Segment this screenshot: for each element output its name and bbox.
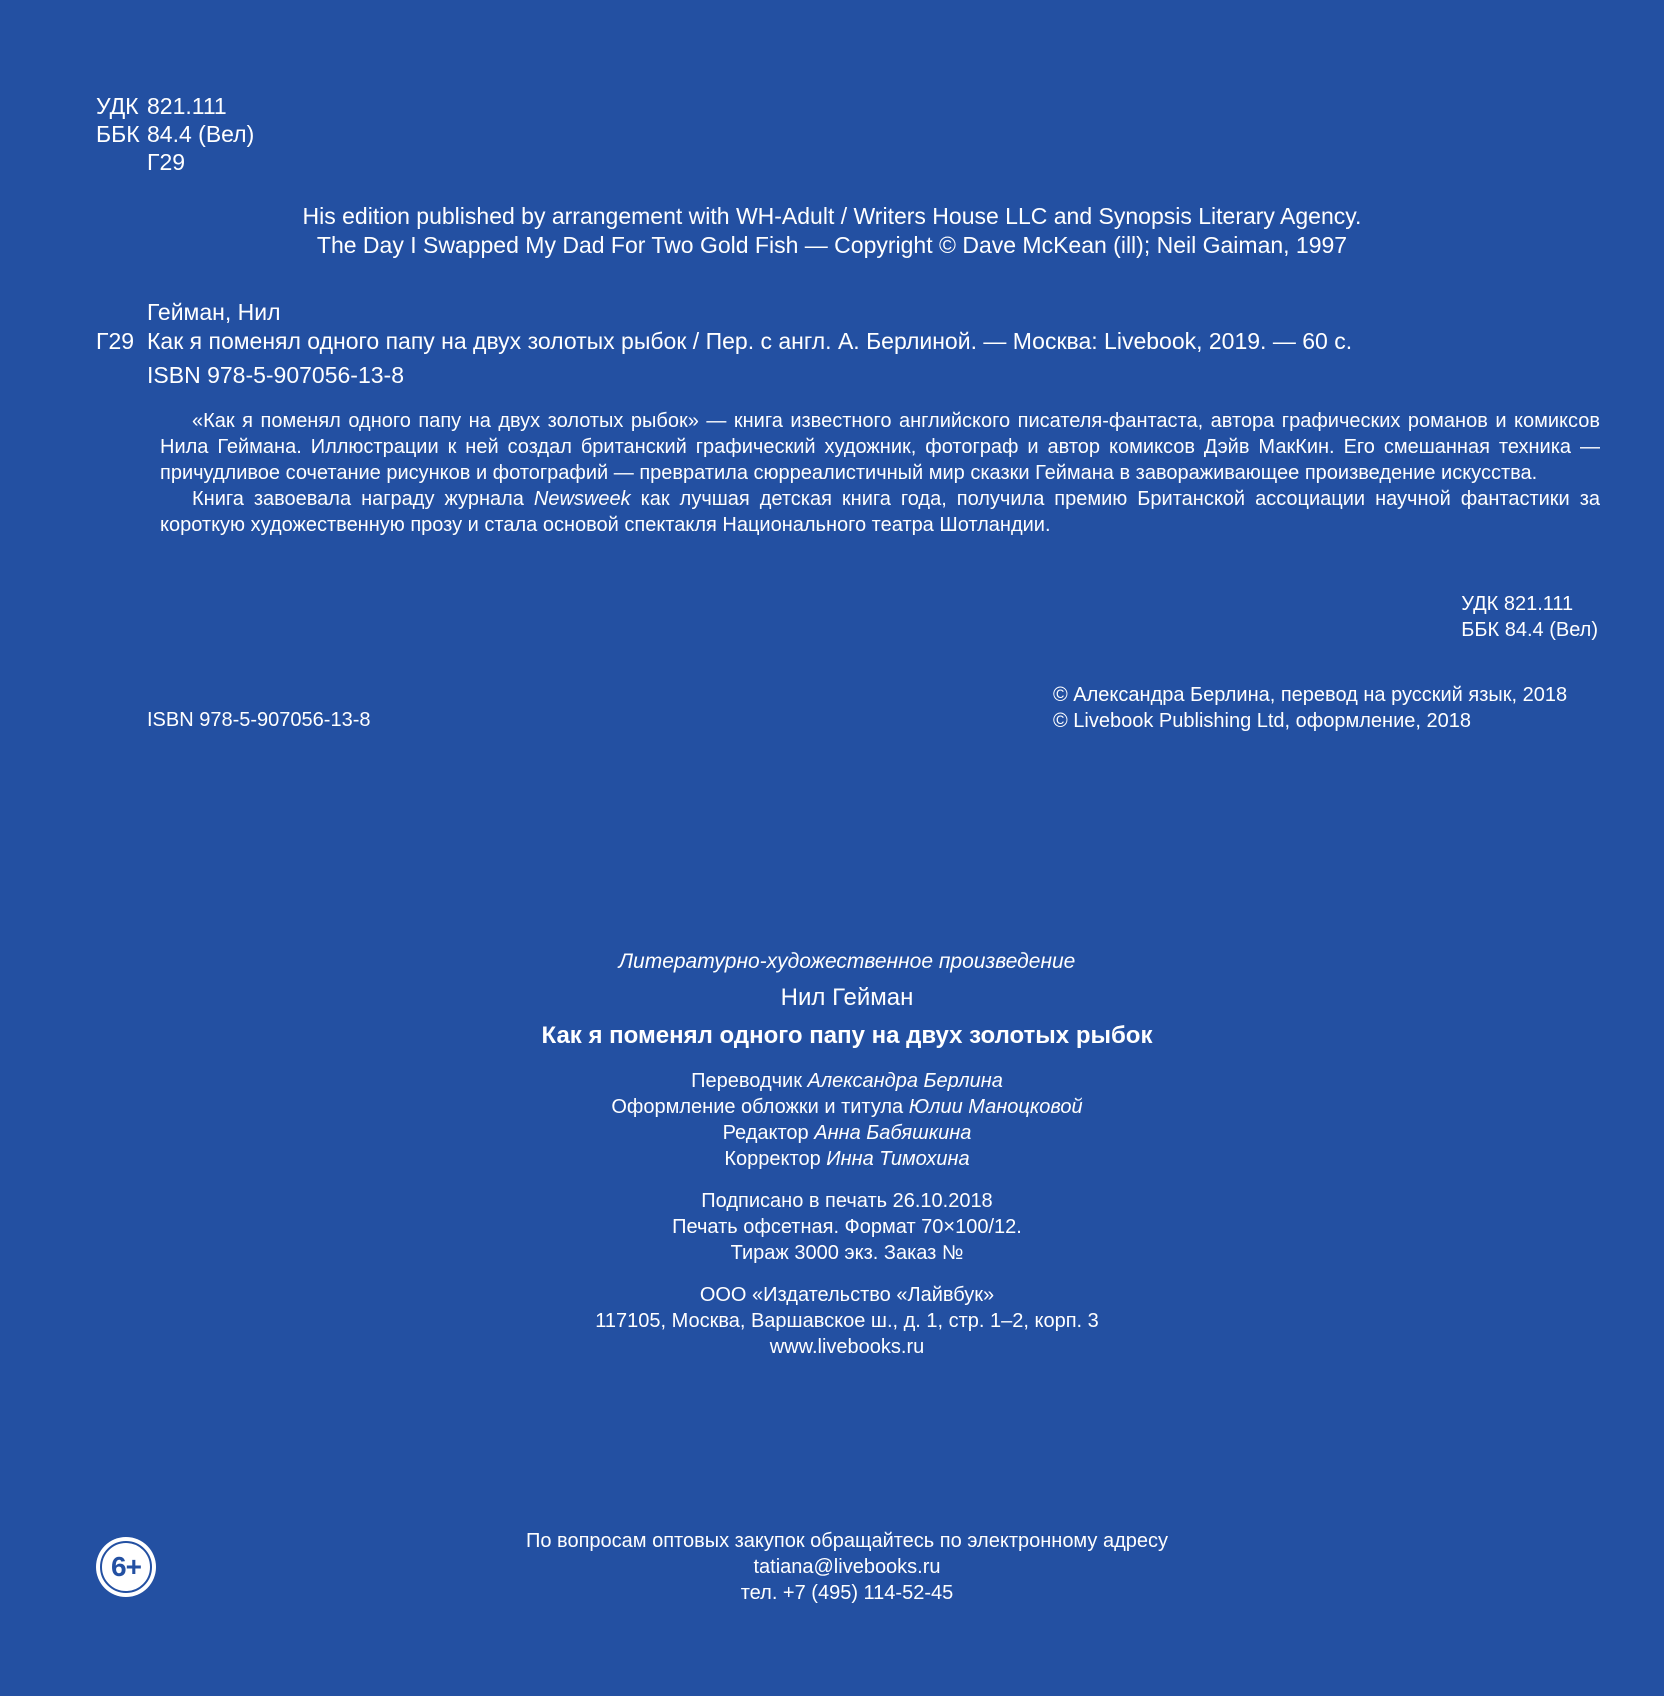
udk-line <box>96 92 254 120</box>
abstract-p2-after: как лучшая детская книга года, получила премию Британской ассоциации научной фантастики за короткую художественную прозу и стала основой спектакля Национального театра Шотландии. <box>160 488 1600 536</box>
biblio-isbn-line <box>96 361 1352 390</box>
biblio-author: Гейман, Нил <box>147 299 281 325</box>
credit-role: Корректор <box>724 1148 827 1170</box>
wholesale-phone: тел. +7 (495) 114-52-45 <box>740 1582 954 1604</box>
imprint-author: Нил Гейман <box>780 984 914 1011</box>
publisher-address: 117105, Москва, Варшавское ш., д. 1, стр. 1–2, корп. 3 <box>595 1310 1099 1332</box>
author-sign-line <box>96 148 254 176</box>
print-info-block <box>0 1188 1664 1266</box>
abstract-p2-before: Книга завоевала награду журнала <box>192 488 534 510</box>
print-info-line: Печать офсетная. Формат 70×100/12. <box>672 1216 1022 1238</box>
bbk-value: 84.4 (Вел) <box>147 121 255 147</box>
udk-right-line: УДК 821.111 <box>1461 593 1574 615</box>
publisher-block <box>0 1282 1664 1360</box>
imprint-title: Как я поменял одного папу на двух золотых рыбок <box>541 1022 1153 1049</box>
copyright-line-1: © Александра Берлина, перевод на русский язык, 2018 <box>1053 684 1568 706</box>
bibliographic-record <box>96 298 1352 390</box>
biblio-code: Г29 <box>96 328 135 354</box>
biblio-description: Как я поменял одного папу на двух золотых рыбок / Пер. с англ. А. Берлиной. — Москва: Livebook, 2019. — 60 с. <box>147 328 1353 354</box>
biblio-description-line <box>96 327 1352 356</box>
biblio-author-line <box>96 298 1352 327</box>
biblio-isbn: ISBN 978-5-907056-13-8 <box>147 362 404 388</box>
wholesale-line: По вопросам оптовых закупок обращайтесь по электронному адресу <box>525 1530 1169 1552</box>
wholesale-contact <box>0 1528 1664 1606</box>
credit-line <box>0 1094 1664 1120</box>
abstract-paragraph-2 <box>160 486 1600 538</box>
abstract-paragraph-1: «Как я поменял одного папу на двух золотых рыбок» — книга известного английского писателя-фантаста, автора графических романов и комиксов Нила Геймана. Иллюстрации к ней создал британский графический художник, фотограф и автор комиксов Дэйв МакКин. Его смешанная техника — причудливое сочетание рисунков и фотографий — превратила сюрреалистичный мир сказки Геймана в завораживающее произведение искусства. <box>160 410 1600 484</box>
print-info-line: Подписано в печать 26.10.2018 <box>701 1190 993 1212</box>
copyright-line-2: © Livebook Publishing Ltd, оформление, 2018 <box>1053 710 1471 732</box>
credit-name: Инна Тимохина <box>826 1148 970 1170</box>
imprint-block <box>0 948 1664 1360</box>
publisher-name: ООО «Издательство «Лайвбук» <box>699 1284 995 1306</box>
credit-name: Анна Бабяшкина <box>814 1122 972 1144</box>
credit-name: Юлии Маноцковой <box>908 1096 1083 1118</box>
bbk-line <box>96 120 254 148</box>
copyright-block <box>1053 682 1567 734</box>
rights-notice <box>0 202 1664 260</box>
age-rating-label: 6+ <box>111 1551 141 1582</box>
genre-label: Литературно-художественное произведение <box>618 950 1076 973</box>
credit-line <box>0 1120 1664 1146</box>
credit-role: Переводчик <box>691 1070 808 1092</box>
abstract <box>160 408 1600 538</box>
udk-label: УДК <box>96 93 139 119</box>
credit-line <box>0 1146 1664 1172</box>
wholesale-email[interactable]: tatiana@livebooks.ru <box>753 1556 941 1578</box>
credit-role: Редактор <box>722 1122 815 1144</box>
age-rating-icon <box>96 1537 156 1597</box>
rights-line-1: His edition published by arrangement with WH-Adult / Writers House LLC and Synopsis Literary Agency. <box>302 203 1362 229</box>
bbk-label: ББК <box>96 121 140 147</box>
credit-name: Александра Берлина <box>807 1070 1003 1092</box>
credit-role: Оформление обложки и титула <box>611 1096 909 1118</box>
credit-line <box>0 1068 1664 1094</box>
print-info-line: Тираж 3000 экз. Заказ № <box>730 1242 964 1264</box>
publisher-website[interactable]: www.livebooks.ru <box>769 1336 925 1358</box>
credits-block <box>0 1068 1664 1172</box>
rights-line-2: The Day I Swapped My Dad For Two Gold Fish — Copyright © Dave McKean (ill); Neil Gaiman, 1997 <box>316 232 1348 258</box>
bbk-right-line: ББК 84.4 (Вел) <box>1461 619 1598 641</box>
udk-bbk-right <box>1461 591 1598 643</box>
author-sign: Г29 <box>147 149 186 175</box>
classification-block <box>96 92 254 176</box>
udk-value: 821.111 <box>147 93 227 119</box>
newsweek-mention: Newsweek <box>533 488 631 510</box>
isbn-left: ISBN 978-5-907056-13-8 <box>147 709 371 731</box>
